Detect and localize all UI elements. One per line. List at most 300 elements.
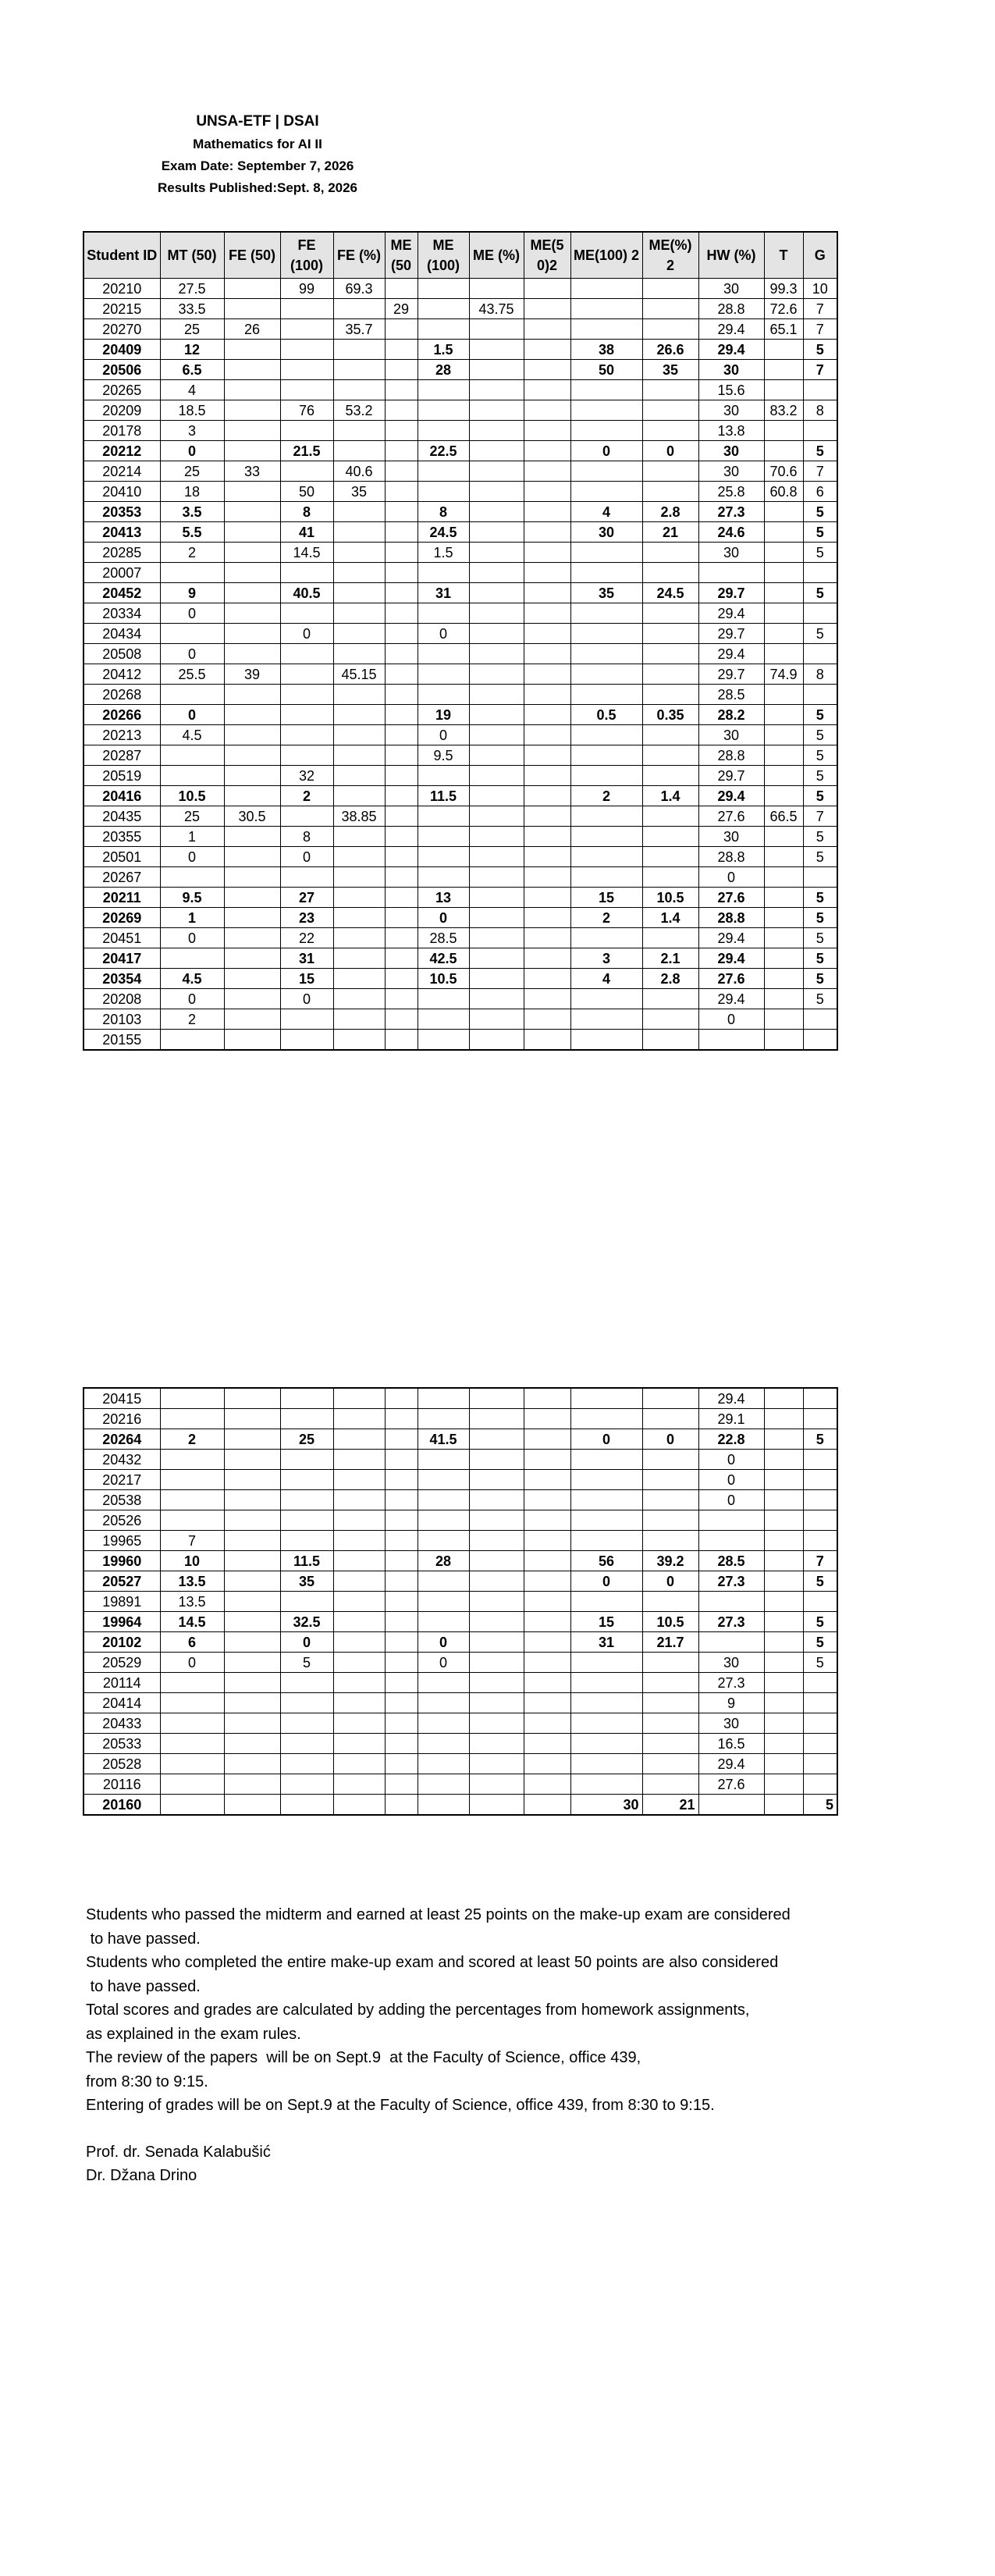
table-cell: [524, 1653, 570, 1673]
table-cell: 29.4: [698, 644, 764, 664]
table-cell: [224, 1510, 280, 1531]
table-cell: [469, 827, 524, 847]
table-cell: [418, 380, 469, 400]
table-cell: [524, 624, 570, 644]
table-cell: [385, 360, 418, 380]
table-cell: [418, 664, 469, 685]
table-cell: [524, 360, 570, 380]
table-cell: [524, 948, 570, 969]
table-cell: 0: [570, 441, 642, 461]
table-cell: [224, 644, 280, 664]
table-cell: 70.6: [764, 461, 803, 482]
table-cell: [280, 1030, 333, 1051]
table-cell: [418, 461, 469, 482]
table-cell: 31: [418, 583, 469, 603]
table-row: [84, 421, 837, 441]
table-cell: [224, 1470, 280, 1490]
table-row: [84, 888, 837, 908]
table-cell: [469, 745, 524, 766]
table-cell: 5: [803, 725, 837, 745]
table-cell: [764, 1490, 803, 1510]
table-cell: 0: [642, 1429, 698, 1450]
table-cell: 30: [698, 725, 764, 745]
table-cell: [385, 786, 418, 806]
table-cell: 10.5: [160, 786, 224, 806]
table-cell: [469, 644, 524, 664]
table-cell: [570, 766, 642, 786]
table-cell: [524, 806, 570, 827]
table-cell: [333, 644, 385, 664]
table-row: [84, 664, 837, 685]
table-cell: [764, 1774, 803, 1795]
column-header: T: [764, 232, 803, 279]
student-id-cell: 20269: [84, 908, 160, 928]
table-cell: [385, 1510, 418, 1531]
table-cell: 10.5: [418, 969, 469, 989]
table-cell: 2: [570, 908, 642, 928]
table-cell: 4: [570, 969, 642, 989]
table-cell: [642, 421, 698, 441]
table-cell: [469, 1612, 524, 1632]
table-cell: 28.5: [698, 685, 764, 705]
table-cell: 5: [803, 989, 837, 1009]
table-cell: [333, 1653, 385, 1673]
table-cell: 7: [803, 1551, 837, 1571]
table-cell: [764, 745, 803, 766]
table-cell: [333, 380, 385, 400]
table-cell: [524, 644, 570, 664]
table-cell: 8: [418, 502, 469, 522]
table-cell: [524, 1429, 570, 1450]
table-row: [84, 1795, 837, 1816]
table-cell: [642, 685, 698, 705]
table-cell: 0: [570, 1429, 642, 1450]
table-row: [84, 1510, 837, 1531]
exam-date: Exam Date: September 7, 2026: [161, 158, 354, 173]
table-cell: [224, 624, 280, 644]
table-cell: [418, 766, 469, 786]
table-cell: 42.5: [418, 948, 469, 969]
student-id-cell: 20533: [84, 1734, 160, 1754]
table-cell: [469, 279, 524, 299]
column-header: ME (%): [469, 232, 524, 279]
table-cell: 5: [803, 583, 837, 603]
table-cell: 2: [160, 1009, 224, 1030]
table-cell: 2: [570, 786, 642, 806]
table-cell: 35: [333, 482, 385, 502]
student-id-cell: 20178: [84, 421, 160, 441]
table-cell: [570, 461, 642, 482]
table-cell: [469, 664, 524, 685]
table-cell: [333, 827, 385, 847]
table-cell: [280, 867, 333, 888]
table-cell: 29.1: [698, 1409, 764, 1429]
table-cell: [160, 766, 224, 786]
table-cell: [333, 1673, 385, 1693]
table-cell: [803, 1754, 837, 1774]
table-cell: [385, 563, 418, 583]
table-cell: [333, 421, 385, 441]
table-cell: [224, 340, 280, 360]
table-cell: [803, 1388, 837, 1409]
table-cell: [385, 319, 418, 340]
table-cell: [524, 969, 570, 989]
table-cell: [224, 1388, 280, 1409]
table-cell: 31: [280, 948, 333, 969]
table-cell: [698, 1531, 764, 1551]
table-cell: 27.3: [698, 1673, 764, 1693]
table-cell: [524, 745, 570, 766]
column-header: ME (50: [385, 232, 418, 279]
table-cell: [160, 1754, 224, 1774]
table-cell: [642, 1774, 698, 1795]
table-cell: [764, 867, 803, 888]
table-cell: [224, 1531, 280, 1551]
table-cell: [642, 1470, 698, 1490]
table-cell: 74.9: [764, 664, 803, 685]
table-cell: [224, 908, 280, 928]
table-cell: [469, 380, 524, 400]
table-cell: 28.5: [418, 928, 469, 948]
table-cell: [385, 441, 418, 461]
table-cell: [570, 1774, 642, 1795]
table-cell: [524, 888, 570, 908]
results-published-date: Results Published:Sept. 8, 2026: [157, 180, 358, 195]
table-cell: [764, 1531, 803, 1551]
table-cell: [524, 1632, 570, 1653]
table-cell: 0: [160, 705, 224, 725]
table-cell: [469, 583, 524, 603]
table-cell: [385, 461, 418, 482]
table-cell: [764, 441, 803, 461]
table-cell: [385, 1490, 418, 1510]
student-id-cell: 20268: [84, 685, 160, 705]
student-id-cell: 20451: [84, 928, 160, 948]
student-id-cell: 19891: [84, 1592, 160, 1612]
table-cell: [224, 1490, 280, 1510]
table-cell: 7: [803, 806, 837, 827]
table-cell: [333, 1774, 385, 1795]
table-cell: 35: [280, 1571, 333, 1592]
table-cell: [570, 482, 642, 502]
table-cell: [333, 1632, 385, 1653]
table-cell: [469, 1510, 524, 1531]
table-cell: 5: [803, 827, 837, 847]
table-row: [84, 583, 837, 603]
table-cell: [160, 1734, 224, 1754]
table-cell: [570, 644, 642, 664]
table-cell: [418, 1531, 469, 1551]
table-cell: [642, 1531, 698, 1551]
table-cell: 5: [803, 340, 837, 360]
table-cell: [469, 543, 524, 563]
table-cell: [803, 1592, 837, 1612]
table-cell: [418, 1713, 469, 1734]
student-id-cell: 20334: [84, 603, 160, 624]
table-row: [84, 441, 837, 461]
table-row: [84, 1009, 837, 1030]
table-cell: [642, 1510, 698, 1531]
table-cell: [524, 1673, 570, 1693]
table-cell: [698, 1030, 764, 1051]
table-cell: [333, 1734, 385, 1754]
table-cell: [385, 603, 418, 624]
document-header: [117, 113, 398, 202]
table-cell: [333, 1429, 385, 1450]
table-cell: [764, 888, 803, 908]
results-table-2: [83, 1387, 838, 1816]
table-cell: 14.5: [280, 543, 333, 563]
table-cell: 29: [385, 299, 418, 319]
table-cell: [280, 745, 333, 766]
table-cell: 99: [280, 279, 333, 299]
table-cell: [385, 482, 418, 502]
table-cell: [469, 1490, 524, 1510]
table-cell: [385, 1531, 418, 1551]
table-cell: 15: [570, 1612, 642, 1632]
table-cell: 5: [803, 624, 837, 644]
table-cell: [524, 603, 570, 624]
table-cell: 69.3: [333, 279, 385, 299]
table-cell: [469, 1551, 524, 1571]
table-cell: [469, 1030, 524, 1051]
table-cell: 29.7: [698, 766, 764, 786]
column-header: Student ID: [84, 232, 160, 279]
table-cell: 6.5: [160, 360, 224, 380]
table-cell: 15: [280, 969, 333, 989]
table-cell: 29.7: [698, 624, 764, 644]
table-cell: [570, 928, 642, 948]
table-cell: [570, 543, 642, 563]
table-cell: [524, 502, 570, 522]
table-cell: 5: [803, 705, 837, 725]
table-row: [84, 827, 837, 847]
table-cell: 28.5: [698, 1551, 764, 1571]
table-row: [84, 1490, 837, 1510]
signature-professor: Prof. dr. Senada Kalabušić: [86, 2144, 271, 2161]
table-cell: [385, 1632, 418, 1653]
table-cell: [224, 745, 280, 766]
table-row: [84, 563, 837, 583]
table-cell: [333, 1612, 385, 1632]
table-cell: [524, 705, 570, 725]
table-cell: 2: [160, 543, 224, 563]
table-cell: [469, 319, 524, 340]
table-row: [84, 1673, 837, 1693]
table-cell: [570, 827, 642, 847]
table-row: [84, 969, 837, 989]
student-id-cell: 20265: [84, 380, 160, 400]
table-cell: 0.5: [570, 705, 642, 725]
student-id-cell: 20416: [84, 786, 160, 806]
table-cell: [224, 543, 280, 563]
table-row: [84, 1592, 837, 1612]
table-cell: 2: [160, 1429, 224, 1450]
table-cell: [570, 1693, 642, 1713]
table-cell: [642, 1490, 698, 1510]
table-cell: [469, 1774, 524, 1795]
table-cell: [764, 685, 803, 705]
table-cell: 9: [160, 583, 224, 603]
table-cell: [524, 1774, 570, 1795]
table-cell: [385, 1030, 418, 1051]
table-cell: [385, 1571, 418, 1592]
table-cell: [524, 908, 570, 928]
table-cell: [524, 461, 570, 482]
table-cell: [333, 543, 385, 563]
table-cell: [642, 1409, 698, 1429]
table-cell: [570, 1009, 642, 1030]
table-cell: [224, 441, 280, 461]
table-cell: [280, 664, 333, 685]
table-cell: [280, 1510, 333, 1531]
table-cell: [524, 583, 570, 603]
table-cell: 0: [698, 1470, 764, 1490]
table-cell: [570, 1030, 642, 1051]
table-cell: 18.5: [160, 400, 224, 421]
table-cell: [469, 867, 524, 888]
table-cell: 30: [698, 279, 764, 299]
table-cell: [224, 360, 280, 380]
table-cell: [385, 1470, 418, 1490]
table-cell: [803, 1734, 837, 1754]
table-cell: [224, 380, 280, 400]
table-cell: 1.5: [418, 340, 469, 360]
table-cell: [224, 1673, 280, 1693]
student-id-cell: 20519: [84, 766, 160, 786]
table-cell: 28.8: [698, 847, 764, 867]
table-cell: [524, 827, 570, 847]
table-cell: [764, 1612, 803, 1632]
table-cell: [764, 1470, 803, 1490]
table-cell: 0: [698, 1490, 764, 1510]
table-cell: [160, 1510, 224, 1531]
table-cell: [642, 989, 698, 1009]
table-cell: 30: [698, 360, 764, 380]
table-cell: [385, 948, 418, 969]
table-cell: [160, 563, 224, 583]
table-row: [84, 908, 837, 928]
table-cell: [333, 745, 385, 766]
table-cell: 29.4: [698, 786, 764, 806]
table-cell: [469, 1388, 524, 1409]
table-cell: [160, 1693, 224, 1713]
table-cell: 39.2: [642, 1551, 698, 1571]
table-cell: [418, 1693, 469, 1713]
table-cell: [385, 1429, 418, 1450]
table-cell: [524, 664, 570, 685]
table-cell: [524, 319, 570, 340]
table-cell: [224, 1592, 280, 1612]
student-id-cell: 20410: [84, 482, 160, 502]
table-cell: [418, 400, 469, 421]
table-cell: [224, 1632, 280, 1653]
table-cell: [385, 806, 418, 827]
table-cell: [385, 989, 418, 1009]
table-cell: 60.8: [764, 482, 803, 502]
table-cell: 15: [570, 888, 642, 908]
table-cell: [280, 1592, 333, 1612]
student-id-cell: 20355: [84, 827, 160, 847]
table-cell: [333, 989, 385, 1009]
table-cell: [333, 340, 385, 360]
table-cell: [764, 1693, 803, 1713]
table-cell: [385, 888, 418, 908]
table-row: [84, 928, 837, 948]
table-cell: [385, 1450, 418, 1470]
table-cell: [698, 1632, 764, 1653]
table-cell: 29.4: [698, 989, 764, 1009]
table-cell: [570, 806, 642, 827]
table-cell: [385, 400, 418, 421]
table-cell: [333, 299, 385, 319]
table-cell: [570, 1388, 642, 1409]
table-cell: [764, 1592, 803, 1612]
table-cell: 11.5: [280, 1551, 333, 1571]
table-cell: 5: [803, 766, 837, 786]
table-cell: 41: [280, 522, 333, 543]
table-cell: 38.85: [333, 806, 385, 827]
table-cell: [385, 421, 418, 441]
table-cell: 10: [160, 1551, 224, 1571]
table-cell: [333, 928, 385, 948]
table-cell: [469, 603, 524, 624]
table-row: [84, 603, 837, 624]
table-cell: 27: [280, 888, 333, 908]
table-cell: [333, 1795, 385, 1816]
table-cell: [469, 766, 524, 786]
table-cell: [224, 1450, 280, 1470]
table-row: [84, 685, 837, 705]
note-midterm-pass: Students who passed the midterm and earned at least 25 points on the make-up exam are considered to have passed.: [86, 1906, 791, 1948]
student-id-cell: 20116: [84, 1774, 160, 1795]
table-cell: [524, 1713, 570, 1734]
table-row: [84, 1612, 837, 1632]
table-cell: [418, 1510, 469, 1531]
table-cell: [524, 1592, 570, 1612]
table-cell: [333, 1551, 385, 1571]
table-cell: [764, 1632, 803, 1653]
table-cell: 8: [803, 664, 837, 685]
table-cell: [803, 1450, 837, 1470]
table-cell: [160, 1409, 224, 1429]
table-cell: [469, 725, 524, 745]
table-cell: [418, 1673, 469, 1693]
table-cell: [642, 928, 698, 948]
table-cell: 50: [280, 482, 333, 502]
table-cell: [333, 583, 385, 603]
student-id-cell: 20412: [84, 664, 160, 685]
table-row: [84, 502, 837, 522]
table-cell: [764, 908, 803, 928]
table-cell: [764, 928, 803, 948]
student-id-cell: 20103: [84, 1009, 160, 1030]
table-cell: 0: [698, 1009, 764, 1030]
table-cell: 14.5: [160, 1612, 224, 1632]
table-cell: [160, 1774, 224, 1795]
table-cell: [280, 603, 333, 624]
table-cell: [642, 664, 698, 685]
table-row: [84, 299, 837, 319]
table-cell: [224, 888, 280, 908]
table-cell: 10.5: [642, 888, 698, 908]
table-cell: [224, 583, 280, 603]
student-id-cell: 20102: [84, 1632, 160, 1653]
table-cell: 5: [803, 745, 837, 766]
table-cell: [224, 1571, 280, 1592]
table-cell: [224, 1693, 280, 1713]
signatures: [86, 2140, 271, 2187]
